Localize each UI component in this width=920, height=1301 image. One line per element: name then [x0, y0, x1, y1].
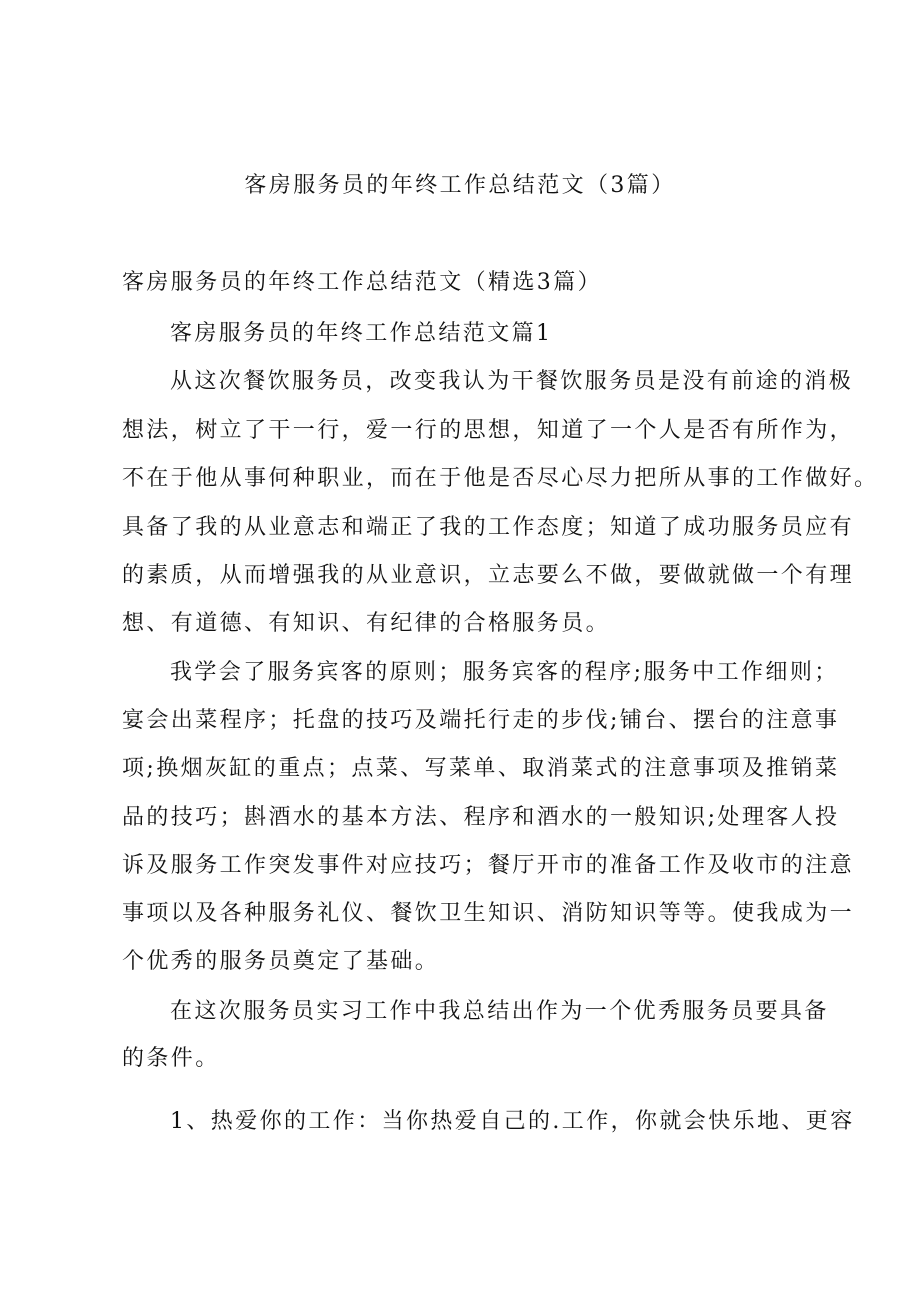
paragraph-line: 从这次餐饮服务员，改变我认为干餐饮服务员是没有前途的消极 — [170, 369, 854, 394]
paragraph-line: 品的技巧；斟酒水的基本方法、程序和酒水的一般知识;处理客人投 — [122, 805, 840, 830]
paragraph-line: 的素质，从而增强我的从业意识，立志要么不做，要做就做一个有理 — [122, 563, 855, 588]
paragraph-line: 宴会出菜程序；托盘的技巧及端托行走的步伐;铺台、摆台的注意事 — [122, 708, 840, 733]
paragraph-line: 具备了我的从业意志和端正了我的工作态度；知道了成功服务员应有 — [122, 515, 855, 540]
paragraph-line: 项;换烟灰缸的重点；点菜、写菜单、取消菜式的注意事项及推销菜 — [122, 756, 840, 781]
paragraph-line: 事项以及各种服务礼仪、餐饮卫生知识、消防知识等等。使我成为一 — [122, 901, 855, 926]
paragraph-line: 我学会了服务宾客的原则；服务宾客的程序;服务中工作细则； — [170, 660, 839, 685]
paragraph-line: 的条件。 — [122, 1046, 220, 1071]
paragraph-line: 1、热爱你的工作：当你热爱自己的.工作，你就会快乐地、更容 — [170, 1109, 855, 1134]
paragraph-line: 在这次服务员实习工作中我总结出作为一个优秀服务员要具备 — [170, 999, 829, 1024]
document-subtitle: 客房服务员的年终工作总结范文（精选3篇） — [122, 270, 602, 295]
document-title: 客房服务员的年终工作总结范文（3篇） — [244, 173, 676, 198]
paragraph-line: 个优秀的服务员奠定了基础。 — [122, 949, 440, 974]
paragraph-line: 想、有道德、有知识、有纪律的合格服务员。 — [122, 611, 611, 636]
paragraph-line: 不在于他从事何种职业，而在于他是否尽心尽力把所从事的工作做好。 — [122, 466, 879, 491]
paragraph-line: 诉及服务工作突发事件对应技巧；餐厅开市的准备工作及收市的注意 — [122, 853, 855, 878]
section-heading: 客房服务员的年终工作总结范文篇1 — [170, 321, 553, 346]
paragraph-line: 想法，树立了干一行，爱一行的思想，知道了一个人是否有所作为， — [122, 418, 855, 443]
